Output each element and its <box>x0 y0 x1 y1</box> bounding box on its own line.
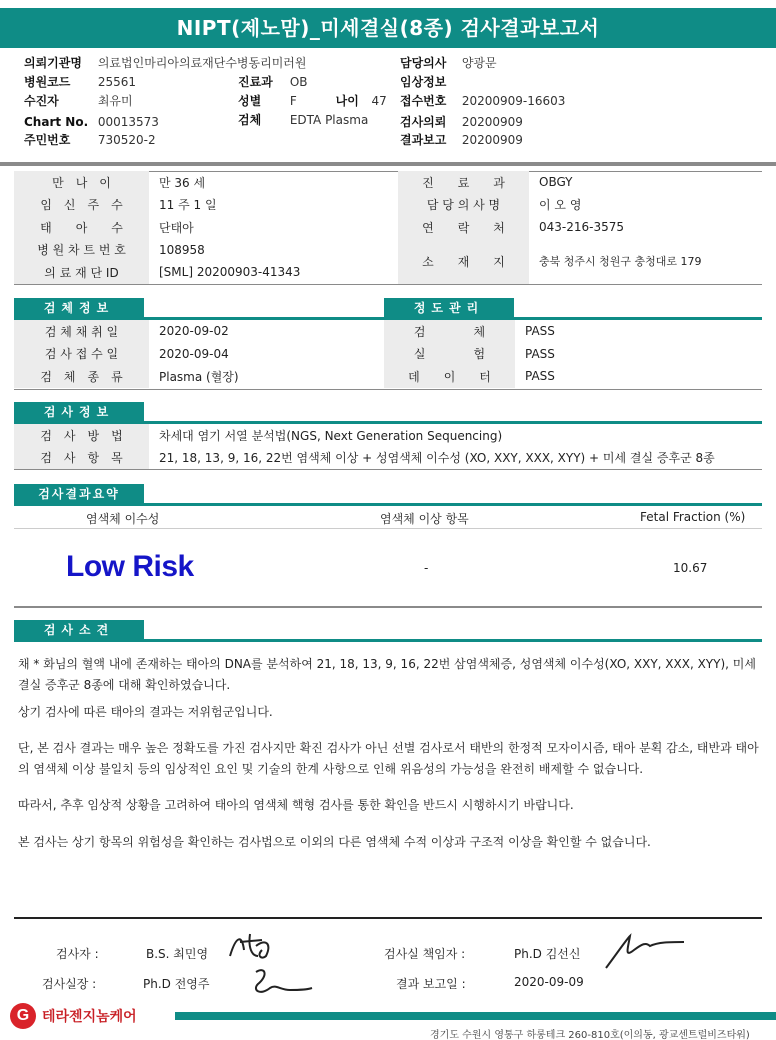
specimen-info-heading: 검체정보 <box>14 298 144 318</box>
foundation-id-value: [SML] 20200903-41343 <box>159 265 301 280</box>
rrn-label: 주민번호 <box>24 133 71 147</box>
findings-line <box>14 639 762 642</box>
finding-paragraph-4: 따라서, 추후 임상적 상황을 고려하여 태아의 염색체 핵형 검사를 통한 확인을 반드시 시행하시기 바랍니다. <box>18 798 574 812</box>
method-value: 차세대 염기 서열 분석법(NGS, Next Generation Sequencing) <box>159 428 503 443</box>
hospital-code-label: 병원코드 <box>24 75 71 89</box>
report-row <box>400 131 523 149</box>
doctor-label: 담당의사 <box>400 56 447 70</box>
logo-text: 테라젠지놈케어 <box>42 1009 137 1025</box>
age-label: 나이 <box>335 94 359 108</box>
weeks-label: 임 신 주 수 <box>14 194 149 217</box>
summary-line <box>14 503 762 506</box>
director-name: Ph.D 전영주 <box>143 977 210 991</box>
age-value: 만 36 세 <box>159 175 206 190</box>
summary-col-abnormal: 염색체 이상 항목 <box>380 512 469 526</box>
summary-heading: 검사결과요약 <box>14 484 144 504</box>
summary-col-fetal-fraction: Fetal Fraction (%) <box>640 510 746 524</box>
age-label: 만 나 이 <box>14 171 149 194</box>
report-date-label: 결과 보고일 : <box>396 977 466 991</box>
address-value: 충북 청주시 청원구 충청대로 179 <box>539 255 702 268</box>
qc-data-label: 데 이 터 <box>384 365 515 388</box>
request-row <box>400 113 523 131</box>
items-label: 검 사 항 목 <box>14 447 149 470</box>
request-value: 20200909 <box>461 115 523 129</box>
patient-value: 최유미 <box>97 94 133 108</box>
specimen-qc-table <box>14 320 762 388</box>
company-logo <box>10 1003 137 1029</box>
footer-bar <box>175 1012 776 1020</box>
institution-row <box>24 54 307 72</box>
lab-head-name: Ph.D 김선신 <box>514 947 581 961</box>
hospital-code-value: 25561 <box>97 75 137 89</box>
qc-data-value: PASS <box>525 369 555 384</box>
test-table-bottom-line <box>14 469 762 470</box>
collect-date-label: 검 체 채 취 일 <box>14 320 149 343</box>
lab-head-signature <box>600 928 690 972</box>
patient-table-bottom-line <box>14 284 762 285</box>
report-value: 20200909 <box>461 133 523 147</box>
chart-label: Chart No. <box>24 115 89 129</box>
receipt-value: 20200909-16603 <box>461 94 566 108</box>
clinical-label: 임상정보 <box>400 75 447 89</box>
phone-value: 043-216-3575 <box>539 220 625 235</box>
chart-value: 00013573 <box>97 115 159 129</box>
summary-header-line <box>14 528 762 529</box>
finding-paragraph-1: 채 * 화님의 혈액 내에 존재하는 태아의 DNA를 분석하여 21, 18, 13, 9, 16, 22번 삼염색체증, 성염색체 이수성(XO, XXY, XXX, XYY), 미세 결실 증후군 8종에 대해 확인하였습니다. <box>18 657 756 692</box>
specimen-label: 검체 <box>238 113 262 127</box>
dept-value: OB <box>289 75 308 89</box>
clinical-row <box>400 73 462 91</box>
summary-bottom-line <box>14 606 762 608</box>
summary-col-aneuploidy: 염색체 이수성 <box>86 512 160 526</box>
method-label: 검 사 방 법 <box>14 424 149 447</box>
hospital-chart-label: 병 원 차 트 번 호 <box>14 239 149 262</box>
report-date-value: 2020-09-09 <box>514 975 584 989</box>
report-title: NIPT(제노맘)_미세결실(8종) 검사결과보고서 <box>0 8 776 48</box>
footer-address: 경기도 수원시 영통구 하롱테크 260-810호(이의동, 광교센트럴비즈타워) <box>430 1030 750 1040</box>
finding-paragraph-2: 상기 검사에 따른 태아의 결과는 저위험군입니다. <box>18 705 273 719</box>
patient-label: 수진자 <box>24 94 59 108</box>
dept-label: 진 료 과 <box>398 171 529 194</box>
report-label: 결과보고 <box>400 133 447 147</box>
tester-label: 검사자 : <box>56 947 99 961</box>
logo-mark: G <box>10 1003 36 1029</box>
qc-experiment-label: 실 험 <box>384 343 515 366</box>
director-label: 검사실장 : <box>42 977 97 991</box>
weeks-value: 11 주 1 일 <box>159 198 217 213</box>
chart-row <box>24 113 159 131</box>
fetal-fraction-value: 10.67 <box>673 561 708 575</box>
dept-value: OBGY <box>539 175 573 190</box>
specimen-type-value: Plasma (혈장) <box>159 369 239 384</box>
rrn-value: 730520-2 <box>97 133 156 147</box>
test-info-heading: 검사정보 <box>14 402 144 422</box>
address-label: 소 재 지 <box>398 239 529 284</box>
institution-value: 의료법인마리아의료재단수병동리미러원 <box>97 56 307 70</box>
items-value: 21, 18, 13, 9, 16, 22번 염색체 이상 + 성염색체 이수성 (XO, XXY, XXX, XYY) + 미세 결실 증후군 8종 <box>159 451 715 466</box>
qc-specimen-label: 검 체 <box>384 320 515 343</box>
hospital-chart-value: 108958 <box>159 242 205 257</box>
request-label: 검사의뢰 <box>400 115 447 129</box>
age-value: 47 <box>371 94 387 108</box>
specimen-table-bottom-line <box>14 389 762 390</box>
receipt-label: 접수번호 <box>400 94 447 108</box>
fetus-label: 태 아 수 <box>14 216 149 239</box>
tester-name: B.S. 최민영 <box>146 947 209 961</box>
receive-date-value: 2020-09-04 <box>159 346 229 361</box>
signature-divider <box>14 917 762 919</box>
header-info <box>0 50 776 162</box>
test-info-table <box>14 424 762 469</box>
director-signature <box>246 962 316 1002</box>
doctor-value: 양광문 <box>461 56 497 70</box>
phone-label: 연 락 처 <box>398 216 529 239</box>
lab-head-label: 검사실 책임자 : <box>384 947 466 961</box>
doctor-name-label: 담 당 의 사 명 <box>398 194 529 217</box>
receive-date-label: 검 사 접 수 일 <box>14 343 149 366</box>
institution-label: 의뢰기관명 <box>24 56 82 70</box>
fetus-value: 단태아 <box>159 220 194 235</box>
foundation-id-label: 의 료 재 단 ID <box>14 261 149 284</box>
patient-table <box>14 171 762 284</box>
abnormal-value: - <box>424 561 429 575</box>
receipt-row <box>400 92 565 110</box>
collect-date-value: 2020-09-02 <box>159 324 229 339</box>
patient-row <box>24 92 133 110</box>
doctor-row <box>400 54 497 72</box>
doctor-name-value: 이 오 영 <box>539 198 582 213</box>
hospital-code-row <box>24 73 136 91</box>
finding-paragraph-5: 본 검사는 상기 항목의 위험성을 확인하는 검사법으로 이외의 다른 염색체 수적 이상과 구조적 이상을 확인할 수 없습니다. <box>18 835 651 849</box>
rrn-row <box>24 131 156 149</box>
header-divider <box>0 162 776 166</box>
findings-heading: 검사소견 <box>14 620 144 640</box>
specimen-value: EDTA Plasma <box>289 113 369 127</box>
dept-row <box>238 73 308 91</box>
sex-value: F <box>289 94 297 108</box>
qc-specimen-value: PASS <box>525 324 555 339</box>
dept-label: 진료과 <box>238 75 273 89</box>
sex-row <box>238 92 387 110</box>
specimen-row <box>238 111 368 129</box>
specimen-type-label: 검 체 종 류 <box>14 365 149 388</box>
sex-label: 성별 <box>238 94 262 108</box>
finding-paragraph-3: 단, 본 검사 결과는 매우 높은 정확도를 가진 검사지만 확진 검사가 아닌 선별 검사로서 태반의 한정적 모자이시즘, 태아 분획 감소, 태반과 태아의 염색체 이상 불일치 등의 임상적인 요인 및 기술의 한계 사항으로 인해 위음성의 가능성을 완전히 배제할 수 없습니다. <box>18 741 759 776</box>
risk-result: Low Risk <box>66 550 194 583</box>
qc-heading: 정도관리 <box>384 298 514 318</box>
qc-experiment-value: PASS <box>525 346 555 361</box>
